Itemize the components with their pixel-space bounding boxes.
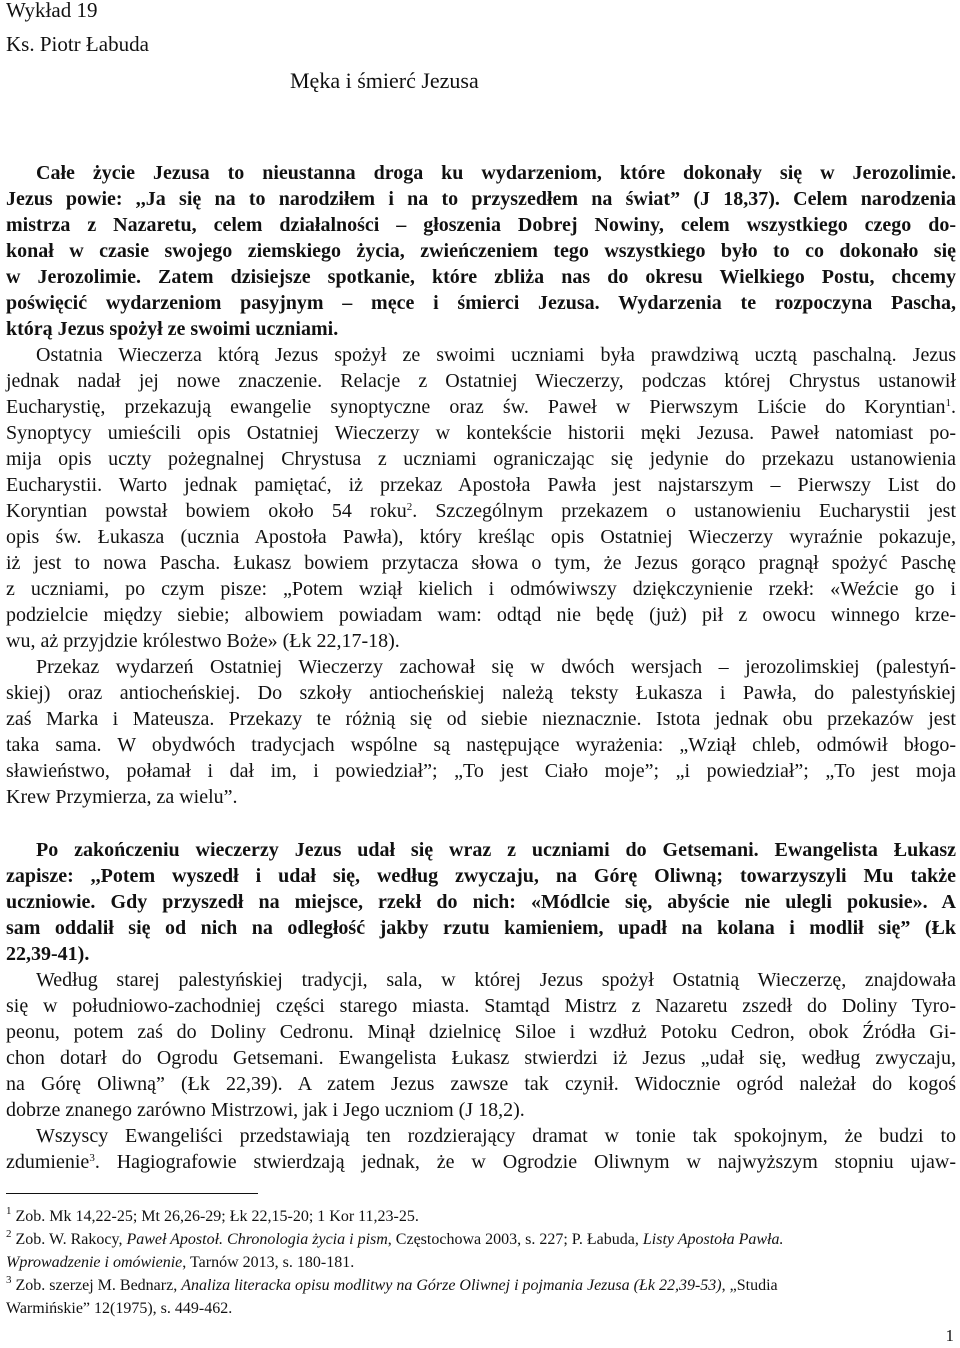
para4-line: 22,39-41). bbox=[6, 943, 90, 965]
para1-line: mistrza z Nazaretu, celem działalności – głoszenia Dobrej Nowiny, celem wszystkiego czego do- bbox=[6, 214, 956, 236]
footnote-3-cont: Warmińskie” 12(1975), s. 449-462. bbox=[6, 1300, 233, 1317]
page-title: Męka i śmierć Jezusa bbox=[290, 68, 479, 93]
para1-line: konał w czasie swojego ziemskiego życia, zwieńczeniem tego wszystkiego było to co dokonało się bbox=[6, 240, 956, 262]
para4-line: Po zakończeniu wieczerzy Jezus udał się wraz z uczniami do Getsemani. Ewangelista Łukasz bbox=[36, 839, 956, 861]
footnote-ref-3: 3 bbox=[89, 1152, 95, 1164]
page-number: 1 bbox=[945, 1326, 954, 1345]
para2-line: podzielcie między siebie; albowiem powiadam wam: odtąd nie będę (już) pił z owocu winnego krze- bbox=[6, 604, 956, 626]
footnote-separator bbox=[6, 1193, 258, 1194]
author-name: Ks. Piotr Łabuda bbox=[6, 32, 149, 56]
para4-line: sam oddalił się od nich na odległość jakby rzutu kamieniem, upadł na kolana i modlił się” (Łk bbox=[6, 917, 956, 939]
lecture-label: Wykład 19 bbox=[6, 0, 98, 22]
para2-line: iż jest to nowa Pascha. Łukasz bowiem przytacza słowa o tym, że Jezus gorąco pragnął spożyć Paschę bbox=[6, 552, 956, 574]
para6-line: Wszyscy Ewangeliści przedstawiają ten rozdzierający dramat w tonie tak spokojnym, że budzi to bbox=[36, 1125, 956, 1147]
para3-line: sławieństwo, połamał i dał im, i powiedział”; „To jest Ciało moje”; „i powiedział”; „To jest moja bbox=[6, 760, 956, 782]
para2-line: Synoptycy umieścili opis Ostatniej Wieczerzy w kontekście historii męki Jezusa. Paweł natomiast po- bbox=[6, 422, 956, 444]
para3-line: Przekaz wydarzeń Ostatniej Wieczerzy zachował się w dwóch wersjach – jerozolimskiej (palestyń- bbox=[36, 656, 956, 678]
para5-line: peonu, potem zaś do Doliny Cedronu. Minął dzielnicę Siloe i wzdłuż Potoku Cedron, obok Źródła Gi- bbox=[6, 1021, 956, 1043]
footnote-3: $^3$ Zob. szerzej M. Bednarz, Analiza literacka opisu modlitwy na Górze Oliwnej i pojmania Jezusa (Łk 22,39-53), „Studia bbox=[6, 1274, 778, 1294]
para2-line: Ostatnia Wieczerza którą Jezus spożył ze swoimi uczniami była prawdziwą ucztą paschalną. Jezus bbox=[36, 344, 956, 366]
footnote-2: $^2$ Zob. W. Rakocy, Paweł Apostoł. Chronologia życia i pism, Częstochowa 2003, s. 227; P. Łabuda, Listy Apostoła Pawła. bbox=[6, 1228, 784, 1248]
para5-line: na Górę Oliwną” (Łk 22,39). A zatem Jezus zawsze tak czynił. Widocznie ogród należał do kogoś bbox=[6, 1073, 956, 1095]
para4-line: uczniowie. Gdy przyszedł na miejsce, rzekł do nich: «Módlcie się, abyście nie ulegli pokusie». A bbox=[6, 891, 956, 913]
para1-line: poświęcić wydarzeniom pasyjnym – męce i śmierci Jezusa. Wydarzenia te rozpoczyna Pascha, bbox=[6, 292, 956, 314]
para2-line: jednak nadał jej nowe znaczenie. Relacje z Ostatniej Wieczerzy, podczas której Chrystus ustanowił bbox=[6, 370, 956, 392]
para2-line: wu, aż przyjdzie królestwo Boże» (Łk 22,17-18). bbox=[6, 630, 400, 652]
para1-line: Jezus powie: ,,Ja się na to narodziłem i na to przyszedłem na świat” (J 18,37). Celem narodzenia bbox=[6, 188, 956, 210]
para5-line: Według starej palestyńskiej tradycji, sala, w której Jezus spożył Ostatnią Wieczerzę, znajdowała bbox=[36, 969, 956, 991]
para2-line: Eucharystii. Warto jednak pamiętać, iż przekaz Apostoła Pawła jest najstarszym – Pierwszy List do bbox=[6, 474, 956, 496]
para3-line: zaś Marka i Mateusza. Przekazy te różnią się od siebie nieznacznie. Istota jednak obu przekazów jest bbox=[6, 708, 956, 730]
para2-line: z uczniami, po czym pisze: „Potem wziął kielich i odmówiwszy dziękczynienie rzekł: «Weźcie go i bbox=[6, 578, 956, 600]
para5-line: dobrze znanego zarówno Mistrzowi, jak i Jego uczniom (J 18,2). bbox=[6, 1099, 525, 1121]
para5-line: chon dotarł do Ogrodu Getsemani. Ewangelista Łukasz stwierdzi iż Jezus „udał się, według zwyczaju, bbox=[6, 1047, 956, 1069]
para2-line: mija opis uczty pożegnalnej Chrystusa z uczniami ograniczając się jedynie do przekazu ustanowienia bbox=[6, 448, 956, 470]
para3-line: Krew Przymierza, za wielu”. bbox=[6, 786, 238, 808]
footnote-1: $^1$ Zob. Mk 14,22-25; Mt 26,26-29; Łk 22,15-20; 1 Kor 11,23-25. bbox=[6, 1205, 419, 1225]
para1-line: w Jerozolimie. Zatem dzisiejsze spotkanie, które zbliża nas do okresu Wielkiego Postu, chcemy bbox=[6, 266, 956, 288]
para2-line: Eucharystię, przekazują ewangelie synoptyczne oraz św. Paweł w Pierwszym Liście do Koryntian$^1$. bbox=[6, 396, 956, 418]
para4-line: zapisze: ,,Potem wyszedł i udał się, według zwyczaju, na Górę Oliwną; towarzyszyli Mu także bbox=[6, 865, 956, 887]
para2-line: Koryntian powstał bowiem około 54 roku$^2$. Szczególnym przekazem o ustanowieniu Eucharystii jest bbox=[6, 500, 956, 522]
para3-line: skiej) oraz antiocheńskiej. Do szkoły antiocheńskiej należą teksty Łukasza i Pawła, do palestyńskiej bbox=[6, 682, 956, 704]
footnote-ref-1: 1 bbox=[945, 397, 951, 409]
para1-line: którą Jezus spożył ze swoimi uczniami. bbox=[6, 318, 339, 340]
para6-line: zdumienie$^3$. Hagiografowie stwierdzają jednak, że w Ogrodzie Oliwnym w najwyższym stopniu ujaw- bbox=[6, 1151, 956, 1173]
para1-line: Całe życie Jezusa to nieustanna droga ku wydarzeniom, które dokonały się w Jerozolimie. bbox=[36, 162, 956, 184]
para3-line: taka sama. W obydwóch tradycjach wspólne są następujące wyrażenia: „Wziął chleb, odmówił błogo- bbox=[6, 734, 956, 756]
para2-line: opis św. Łukasza (ucznia Apostoła Pawła), który kreśląc opis Ostatniej Wieczerzy wyraźnie pokazuje, bbox=[6, 526, 956, 548]
para5-line: się w południowo-zachodniej części starego miasta. Stamtąd Mistrz z Nazaretu zszedł do Doliny Tyro- bbox=[6, 995, 956, 1017]
footnote-2-cont: Wprowadzenie i omówienie, Tarnów 2013, s. 180-181. bbox=[6, 1254, 355, 1271]
footnote-ref-2: 2 bbox=[406, 501, 413, 513]
